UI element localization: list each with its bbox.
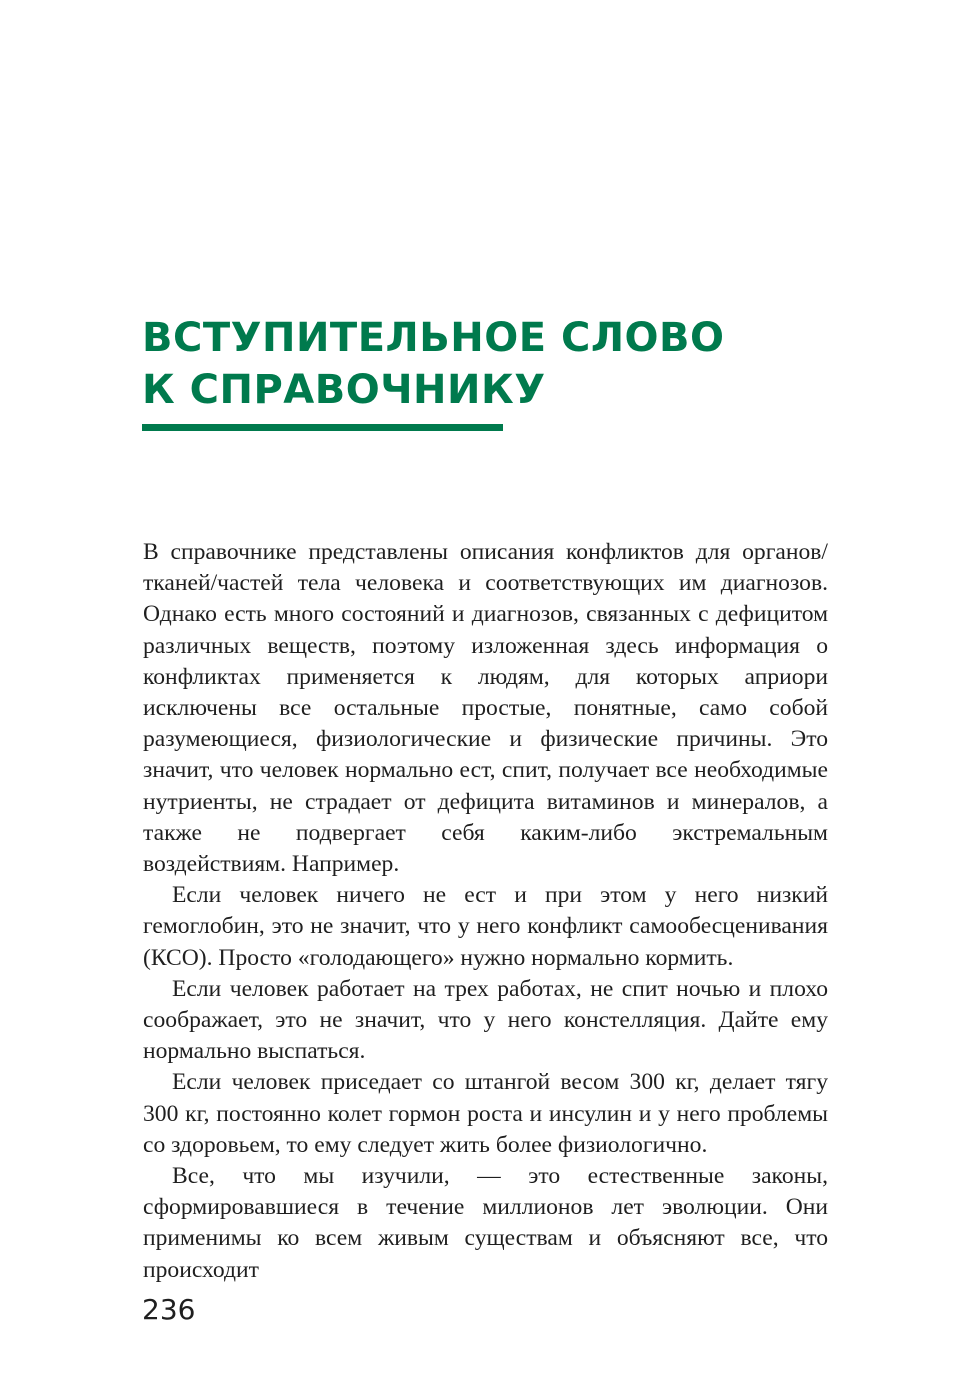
page-number: 236 (142, 1293, 196, 1326)
paragraph: Если человек приседает со штангой весом 300 кг, делает тягу 300 кг, постоянно колет гормон роста и инсулин и у него проблемы со здоровьем, то ему следует жить более физиологично. (143, 1069, 828, 1158)
paragraph: Все, что мы изучили, — это естественные законы, сформировавшиеся в течение миллионов лет эволюции. Они применимы ко всем живым существам и объясняют все, что происходит (143, 1163, 828, 1283)
body-text (143, 537, 828, 1286)
paragraph: Если человек ничего не ест и при этом у него низкий гемоглобин, это не значит, что у него конфликт самообесценивания (КСО). Просто «голодающего» нужно нормально кормить. (143, 882, 828, 971)
chapter-title (142, 312, 782, 416)
chapter-title-line-1: ВСТУПИТЕЛЬНОЕ СЛОВО (142, 315, 725, 361)
paragraph: Если человек работает на трех работах, не спит ночью и плохо соображает, это не значит, что у него констелляция. Дайте ему нормально выспаться. (143, 975, 828, 1065)
paragraph: В справочнике представлены описания конфликтов для органов/тканей/частей тела человека и соответствующих им диагнозов. Однако есть много состояний и диагнозов, связанных с дефицитом различных веществ, поэтому изложенная здесь информация о конфликтах применяется к людям, для которых априори исключены все остальные простые, понятные, само собой разумеющиеся, физиологические и физические причины. Это значит, что человек нормально ест, спит, получает все необходимые нутриенты, не страдает от дефицита витаминов и минералов, а также не подвергает себя каким-либо экстремальным воздействиям. Например. (143, 539, 828, 878)
chapter-title-line-2: К СПРАВОЧНИКУ (142, 367, 546, 413)
title-underline (142, 424, 503, 431)
